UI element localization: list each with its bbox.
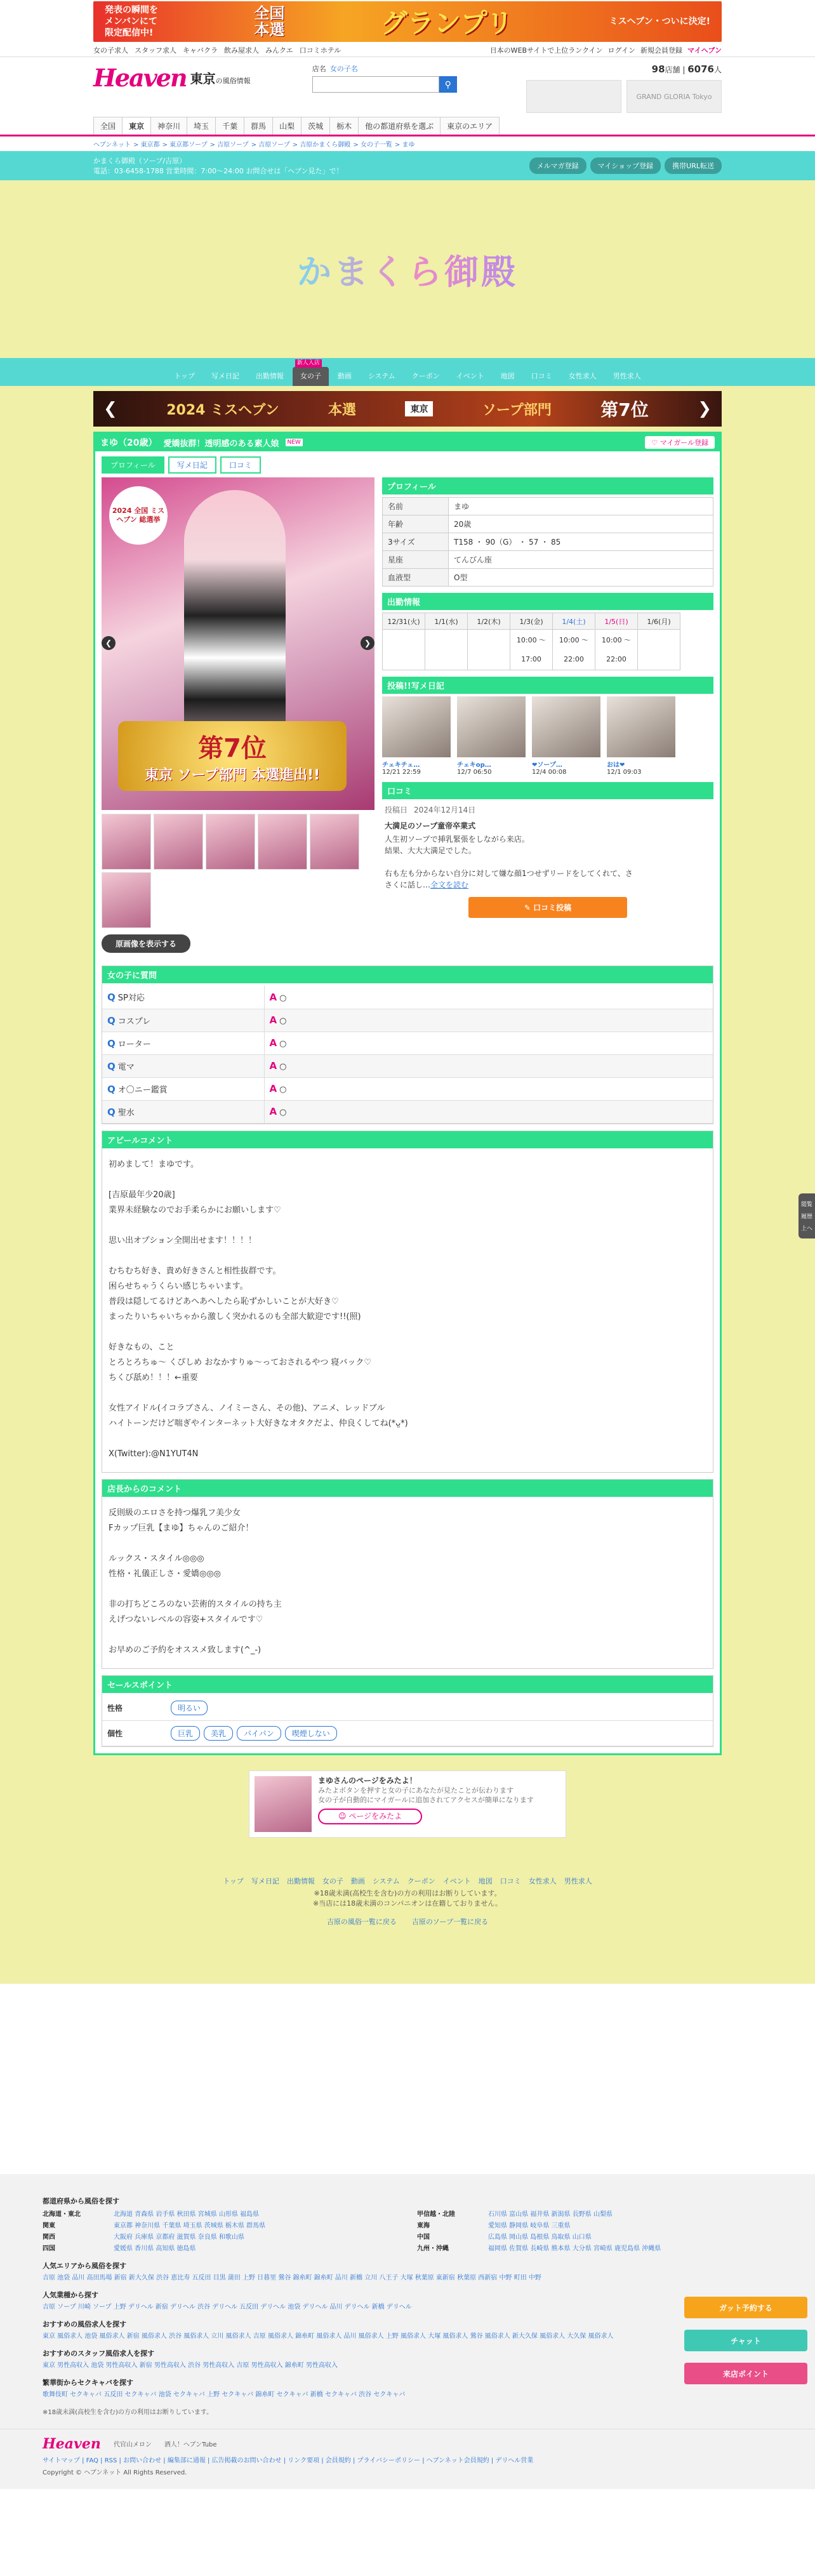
crumb[interactable]: ヘブンネット — [93, 142, 131, 149]
banner-line1: 発表の瞬間を — [105, 5, 158, 15]
footer-shop-menu — [93, 1876, 722, 1886]
crumb[interactable]: 東京都ソープ — [169, 142, 208, 149]
sales-tag[interactable]: 喫煙しない — [285, 1726, 337, 1741]
side-tool[interactable]: 閲覧 — [800, 1202, 812, 1208]
area-tab[interactable]: 他の都道府県を選ぶ — [358, 117, 441, 135]
schedule-time — [425, 630, 468, 670]
review-line: 右も左も分からない自分に対して嫌な顔1つせずリードをしてくれて、さ — [385, 869, 633, 878]
topnav-rank[interactable]: 日本のWEBサイトで上位ランクイン — [489, 46, 603, 55]
profile-value: 20歳 — [449, 515, 713, 533]
girl-count: 6076 — [687, 63, 714, 75]
rank-banner-left: 2024 ミスヘブン — [166, 402, 279, 418]
shop-count: 98 — [651, 63, 665, 75]
foot-menu-link[interactable]: 男性求人 — [564, 1876, 592, 1885]
mitayo-button-label: ページをみたよ — [348, 1811, 402, 1821]
diary-title: おは❤︎ — [607, 762, 625, 769]
diary-heading: 投稿!!写メ日記 — [382, 677, 713, 694]
area-tab[interactable]: 茨城 — [301, 117, 330, 135]
breadcrumb: ヘブンネット > 東京都 > 東京都ソープ > 吉原ソープ > 吉原ソープ > 吉原かまくら御殿 > 女の子一覧 > まゆ — [93, 142, 415, 149]
diary-title: チェキop… — [457, 762, 491, 769]
region-links[interactable]: 愛媛県 香川県 高知県 徳島県 — [114, 2245, 196, 2252]
profile-key: 年齢 — [383, 515, 449, 533]
tab-diary[interactable]: 写メ日記 — [168, 456, 216, 474]
profile-key: 星座 — [383, 551, 449, 569]
sales-block — [102, 1675, 713, 1747]
mitayo-text: みたよボタンを押すと女の子にあなたが見たことが伝わります — [318, 1786, 514, 1795]
float-reserve-button[interactable]: ガット予約する — [684, 2297, 807, 2318]
schedule-day: 12/31(火) — [383, 613, 425, 630]
appeal-text: 初めまして！まゆです。 [吉原最年少20歳] 業界未経験なのでお手柔らかにお願いします♡ 思い出オプション全開出せます！！！！ むちむち好き、貴め好きさんと相性抜群です。 困らせちゃうくらい感じちゃいます。 普段は隠してるけどあへあへしたら恥ずかしいことが大好き♡ まったりいちゃいちゃから激しく突かれるのも全部大歓迎です!!(照) 好きなもの、こと とろとろちゅ〜 くぴしめ おなかすりゅ〜っておされるやつ 寝バック♡ ちくび舐め！！！←重要 女性アイドル(イコラブさん、ノイミーさん、その他)、アニメ、レッドブル ハイトーンだけど喘ぎやインターネット大好きなオタクだよ、仲良くしてね(*ᴗ̤*) X(Twitter):@N1YUT4N — [109, 1159, 408, 1459]
sitemap-heading: 人気業種から探す — [43, 2290, 98, 2299]
rank-banner-area: 東京 — [405, 401, 433, 416]
mitayo-button[interactable] — [318, 1809, 422, 1824]
profile-key: 血液型 — [383, 569, 449, 587]
topnav-link[interactable]: 口コミホテル — [299, 46, 341, 55]
age-notice: ※18歳未満(高校生を含む)の方の利用はお断りしています。 — [314, 1889, 501, 1897]
diary-title: ❤︎ソープ… — [532, 762, 562, 769]
thumbnail[interactable] — [102, 872, 151, 928]
post-review-label: 口コミ投稿 — [533, 903, 572, 912]
menu-top[interactable]: トップ — [174, 372, 195, 380]
qa-block — [102, 966, 713, 1124]
menu-coupon[interactable]: クーポン — [411, 372, 440, 380]
photo-next-icon[interactable]: ❯ — [361, 636, 374, 650]
region-name: 東海 — [417, 2222, 430, 2229]
q-icon: Q — [107, 1083, 116, 1095]
qa-question: 電マ — [117, 1062, 135, 1072]
back-link[interactable]: 吉原の風俗一覧に戻る — [326, 1917, 397, 1926]
region-name: 関東 — [43, 2222, 55, 2229]
menu-review[interactable]: 口コミ — [531, 372, 552, 380]
foot-menu-link[interactable]: 動画 — [350, 1876, 365, 1885]
qa-answer: ○ — [279, 1039, 287, 1049]
a-icon: A — [269, 1060, 277, 1072]
appeal-heading: アピールコメント — [102, 1131, 713, 1148]
qa-answer: ○ — [279, 1062, 287, 1072]
crumb[interactable]: 吉原ソープ — [258, 142, 290, 149]
review-title: 大満足のソープ童帝卒業式 — [385, 821, 476, 830]
region-links[interactable]: 北海道 青森県 岩手県 秋田県 宮城県 山形県 福島県 — [114, 2210, 260, 2218]
photo-prev-icon[interactable]: ❮ — [102, 636, 116, 650]
diary-thumb — [532, 696, 600, 757]
region-name: 甲信越・北陸 — [417, 2210, 455, 2218]
menu-system[interactable]: システム — [368, 372, 395, 380]
show-original-button[interactable]: 原画像を表示する — [102, 934, 190, 953]
region-name: 九州・沖縄 — [417, 2245, 449, 2252]
newsletter-button[interactable]: メルマガ登録 — [529, 157, 586, 174]
foot-menu-link[interactable]: トップ — [223, 1876, 244, 1885]
foot-menu-link[interactable]: クーポン — [407, 1876, 435, 1885]
float-point-button[interactable]: 来店ポイント — [684, 2363, 807, 2384]
diary-title: チェキチェ… — [382, 762, 420, 769]
a-icon: A — [269, 1083, 277, 1094]
diary-item[interactable] — [607, 696, 675, 776]
award-seal: 2024 全国 ミスヘブン 総選挙 — [109, 486, 168, 545]
job-links[interactable]: 東京 風俗求人 池袋 風俗求人 新宿 風俗求人 渋谷 風俗求人 立川 風俗求人 吉原 風俗求人 錦糸町 風俗求人 品川 風俗求人 上野 風俗求人 大塚 風俗求人 鶯谷 風俗求人 新大久保 風俗求人 大久保 風俗求人 — [43, 2332, 614, 2340]
search-label-girl[interactable]: 女の子名 — [329, 65, 358, 73]
menu-schedule[interactable]: 出勤情報 — [255, 372, 284, 380]
a-icon: A — [269, 991, 277, 1003]
foot-menu-link[interactable]: イベント — [442, 1876, 471, 1885]
q-icon: Q — [107, 1037, 116, 1049]
login-link[interactable]: ログイン — [607, 46, 635, 55]
smile-icon: ☺ — [338, 1811, 347, 1821]
qa-answer: ○ — [279, 993, 287, 1003]
menu-girls-label: 女の子 — [300, 372, 321, 380]
new-girl-badge: 新人入店 — [295, 359, 322, 368]
thumbnail[interactable] — [258, 814, 307, 870]
profile-key: 3サイズ — [383, 533, 449, 551]
region-links[interactable]: 福岡県 佐賀県 長崎県 熊本県 大分県 宮崎県 鹿児島県 沖縄県 — [488, 2245, 661, 2252]
rank-banner-mid: 本選 — [328, 402, 357, 418]
sales-key: 個性 — [102, 1720, 166, 1746]
qa-question: ローター — [117, 1039, 151, 1049]
staff-job-links[interactable]: 東京 男性高収入 池袋 男性高収入 新宿 男性高収入 渋谷 男性高収入 吉原 男性高収入 錦糸町 男性高収入 — [43, 2361, 338, 2369]
girl-name: まゆ（20歳） — [100, 438, 157, 448]
mygirl-label: マイガール登録 — [659, 439, 708, 447]
shop-hero — [0, 180, 815, 358]
menu-video[interactable]: 動画 — [337, 372, 352, 380]
diary-date: 12/1 09:03 — [607, 769, 642, 776]
a-icon: A — [269, 1106, 277, 1117]
area-tab[interactable]: 千葉 — [215, 117, 244, 135]
popular-area-links[interactable]: 吉原 池袋 品川 高田馬場 新宿 新大久保 渋谷 恵比寿 五反田 目黒 蒲田 上野 日暮里 鶯谷 錦糸町 錦糸町 品川 新橋 立川 八王子 大塚 秋葉原 東新宿 秋葉原 西新宿 中野 町田 中野 — [43, 2274, 541, 2281]
schedule-table — [382, 613, 680, 670]
foot-menu-link[interactable]: 口コミ — [500, 1876, 521, 1885]
foot-menu-link[interactable]: システム — [372, 1876, 400, 1885]
shop-bar — [0, 151, 815, 180]
banner-zenkoku: 全国 — [254, 4, 285, 22]
area-tabs — [0, 117, 815, 136]
rank-banner-rank: 第7位 — [600, 399, 649, 420]
footer-logo[interactable]: Heaven — [43, 2435, 101, 2452]
register-link[interactable]: 新規会員登録 — [640, 46, 682, 55]
top-banner[interactable] — [0, 0, 815, 43]
side-tool[interactable]: 履歴 — [800, 1214, 812, 1220]
menu-male-jobs[interactable]: 男性求人 — [613, 372, 641, 380]
header-ad-shop[interactable]: GRAND GLORIA Tokyo — [626, 80, 722, 113]
area-tab[interactable]: 神奈川 — [150, 117, 187, 135]
banner-honsen: 本選 — [254, 21, 285, 39]
mitayo-title: まゆさんのページをみたよ！ — [318, 1776, 417, 1785]
foot-menu-link[interactable]: 地図 — [478, 1876, 493, 1885]
logo-text: Heaven — [93, 63, 187, 92]
diary-thumb — [607, 696, 675, 757]
diary-item[interactable] — [532, 696, 600, 776]
photo-thumbnails — [102, 814, 374, 928]
thumbnail[interactable] — [102, 814, 151, 870]
banner-line3: 限定配信中! — [105, 28, 154, 38]
award-rank: 第7位 — [198, 734, 267, 763]
q-icon: Q — [107, 1060, 116, 1072]
sales-tag[interactable]: 巨乳 — [171, 1726, 200, 1741]
shop-title: かまくら御殿 — [297, 245, 518, 294]
a-icon: A — [269, 1014, 277, 1026]
profile-value: O型 — [449, 569, 713, 587]
region-links[interactable]: 東京都 神奈川県 千葉県 埼玉県 茨城県 栃木県 群馬県 — [114, 2222, 266, 2229]
profile-table — [382, 497, 713, 587]
profile-value: まゆ — [449, 498, 713, 515]
qa-answer: ○ — [279, 1085, 287, 1094]
mygirl-button[interactable] — [645, 436, 715, 449]
region-links[interactable]: 愛知県 静岡県 岐阜県 三重県 — [488, 2222, 571, 2229]
shop-tel: 電話：03-6458-1788 営業時間：7:00〜24:00 お問合せは「ヘブン見た」で！ — [93, 167, 343, 175]
qa-answer: ○ — [279, 1016, 287, 1026]
schedule-time — [638, 630, 680, 670]
shop-menu — [0, 358, 815, 386]
top-nav — [0, 43, 815, 57]
menu-diary[interactable]: 写メ日記 — [211, 372, 239, 380]
sitemap-heading: おすすめのスタッフ風俗求人を探す — [43, 2349, 155, 2358]
diary-item[interactable] — [382, 696, 451, 776]
schedule-day: 1/4(土) — [553, 613, 595, 630]
footer-partner[interactable]: 代官山メロン — [113, 2441, 152, 2448]
chevron-left-icon[interactable]: ❮ — [103, 399, 117, 418]
banner-title: グランプリ — [380, 8, 514, 39]
diary-date: 12/7 06:50 — [457, 769, 492, 776]
topnav-link[interactable]: みんクエ — [265, 46, 293, 55]
search-label-shop[interactable]: 店名 — [312, 65, 326, 73]
area-tab[interactable]: 全国 — [93, 117, 123, 135]
qa-question: 聖水 — [117, 1108, 135, 1118]
schedule-time: 10:00 〜 22:00 — [553, 630, 595, 670]
region-name: 北海道・東北 — [43, 2210, 81, 2218]
post-review-button[interactable] — [468, 897, 627, 918]
menu-map[interactable]: 地図 — [500, 372, 515, 380]
myshop-button[interactable]: マイショップ登録 — [590, 157, 661, 174]
shop-comment-block — [102, 1479, 713, 1669]
a-icon: A — [269, 1037, 277, 1049]
crumb: まゆ — [402, 142, 415, 149]
side-toolbar — [798, 1193, 815, 1238]
sales-tag[interactable]: パイパン — [237, 1726, 281, 1741]
search-button[interactable] — [439, 76, 457, 93]
sitemap-heading: 人気エリアから風俗を探す — [43, 2261, 126, 2270]
topnav-link[interactable]: キャバクラ — [183, 46, 218, 55]
area-tab[interactable]: 群馬 — [244, 117, 273, 135]
award-badge — [118, 721, 347, 791]
footer-partner[interactable]: 酒人！ヘブンTube — [164, 2441, 217, 2448]
banner-tail: ミスヘブン・ついに決定! — [609, 17, 710, 27]
region-links[interactable]: 大阪府 兵庫県 京都府 滋賀県 奈良県 和歌山県 — [114, 2233, 244, 2241]
girl-photo[interactable] — [102, 477, 374, 810]
crumb[interactable]: 吉原かまくら御殿 — [300, 142, 351, 149]
review-date: 2024年12月14日 — [414, 806, 476, 814]
girl-catch: 愛嬌抜群！透明感のある素人娘 — [163, 439, 279, 449]
rank-banner-cat: ソープ部門 — [482, 402, 552, 418]
region-name: 四国 — [43, 2245, 55, 2252]
qa-answer: ○ — [279, 1108, 287, 1117]
shop-comment-text: 反則級のエロさを持つ爆乳フ美少女 Fカップ巨乳【まゆ】ちゃんのご紹介！ ルックス・スタイル◎◎◎ 性格・礼儀正しさ・愛嬌◎◎◎ 非の打ちどころのない芸術的スタイルの持ち主 えげつないレベルの容姿+スタイルです♡ お早めのご予約をオススメ致します(^_-) — [109, 1508, 282, 1655]
region-name: 中国 — [417, 2233, 430, 2241]
shop-comment-heading: 店長からのコメント — [102, 1480, 713, 1497]
shop-name: かまくら御殿（ソープ/吉原） — [93, 157, 187, 165]
review-heading: 口コミ — [382, 782, 713, 799]
review-box — [382, 802, 713, 927]
diary-thumb — [382, 696, 451, 757]
crumb[interactable]: 女の子一覧 — [360, 142, 392, 149]
schedule-day: 1/5(日) — [595, 613, 638, 630]
region-links[interactable]: 石川県 富山県 福井県 新潟県 長野県 山梨県 — [488, 2210, 613, 2218]
spacer — [0, 1984, 815, 2174]
girl-card — [93, 432, 722, 1755]
tab-profile[interactable]: プロフィール — [102, 456, 164, 474]
back-link[interactable]: 吉原のソープ一覧に戻る — [411, 1917, 489, 1926]
logo-sub: の風俗情報 — [215, 77, 251, 85]
schedule-day: 1/6(月) — [638, 613, 680, 630]
schedule-time: 10:00 〜 17:00 — [510, 630, 553, 670]
review-line: 人生初ソープで挿乳緊張をしながら来店。 — [385, 835, 529, 844]
site-logo[interactable] — [93, 63, 251, 92]
qa-heading: 女の子に質問 — [102, 966, 713, 983]
menu-girls[interactable] — [293, 360, 329, 386]
foot-menu-link[interactable]: 出勤情報 — [286, 1876, 315, 1885]
pencil-icon: ✎ — [524, 903, 531, 912]
mitayo-thumb — [255, 1776, 312, 1832]
new-badge: NEW — [286, 439, 303, 446]
header — [0, 57, 815, 113]
crumb[interactable]: 東京都 — [140, 142, 160, 149]
float-chat-button[interactable]: チャット — [684, 2330, 807, 2351]
thumbnail[interactable] — [310, 814, 359, 870]
schedule-day: 1/2(木) — [468, 613, 510, 630]
sales-heading: セールスポイント — [102, 1676, 713, 1693]
area-tab-active[interactable]: 東京 — [122, 117, 151, 135]
appeal-block — [102, 1131, 713, 1473]
profile-value: T158 ・ 90（G） ・ 57 ・ 85 — [449, 533, 713, 551]
area-tab[interactable]: 栃木 — [329, 117, 359, 135]
footer — [0, 2429, 815, 2489]
foot-menu-link[interactable]: 女の子 — [322, 1876, 343, 1885]
logo-area: 東京 — [190, 71, 216, 86]
topnav-link[interactable]: 女の子求人 — [93, 46, 128, 55]
type-links[interactable]: 吉原 ソープ 川崎 ソープ 上野 デリヘル 新宿 デリヘル 渋谷 デリヘル 五反田 デリヘル 池袋 デリヘル 品川 デリヘル 新橋 デリヘル — [43, 2303, 412, 2311]
diary-list — [382, 696, 713, 776]
review-date-label: 投稿日 — [385, 806, 408, 814]
sitemap-heading: 繁華街からセクキャバを探す — [43, 2378, 133, 2387]
area-tab[interactable]: 東京のエリア — [440, 117, 500, 135]
sales-tag[interactable]: 美乳 — [204, 1726, 233, 1741]
menu-event[interactable]: イベント — [456, 372, 484, 380]
profile-value: てんびん座 — [449, 551, 713, 569]
region-name: 関西 — [43, 2233, 55, 2241]
schedule-time — [468, 630, 510, 670]
profile-key: 名前 — [383, 498, 449, 515]
heart-icon: ♡ — [651, 439, 658, 447]
tab-review[interactable]: 口コミ — [220, 456, 261, 474]
region-links[interactable]: 広島県 岡山県 島根県 鳥取県 山口県 — [488, 2233, 592, 2241]
side-tool[interactable]: 上へ — [800, 1226, 812, 1232]
schedule-heading: 出勤情報 — [382, 593, 713, 610]
foot-menu-link[interactable]: 写メ日記 — [251, 1876, 279, 1885]
schedule-time: 10:00 〜 22:00 — [595, 630, 638, 670]
copyright: Copyright © ヘブンネット All Rights Reserved. — [43, 2469, 187, 2476]
award-text: 東京 ソープ部門 本選進出!! — [144, 767, 321, 783]
search-form — [312, 63, 465, 93]
menu-female-jobs[interactable]: 女性求人 — [568, 372, 597, 380]
shop-unit: 店舗 — [665, 65, 680, 74]
kyaba-links[interactable]: 歌舞伎町 セクキャバ 五反田 セクキャバ 池袋 セクキャバ 上野 セクキャバ 錦糸町 セクキャバ 新橋 セクキャバ 渋谷 セクキャバ — [43, 2391, 406, 2398]
mitayo-box — [249, 1770, 566, 1838]
schedule-day: 1/1(水) — [425, 613, 468, 630]
thumbnail[interactable] — [206, 814, 255, 870]
header-counts: 98店舗 | 6076人 — [651, 63, 722, 75]
mitayo-text: 女の子が自動的にマイガールに追加されてアクセスが簡単になります — [318, 1795, 534, 1804]
review-line: さくに話し… — [385, 880, 431, 889]
schedule-day: 1/3(金) — [510, 613, 553, 630]
mobile-url-button[interactable]: 携帯URL転送 — [665, 157, 722, 174]
q-icon: Q — [107, 992, 116, 1004]
rank-banner[interactable] — [93, 391, 722, 427]
sitemap-note: ※18歳未満(高校生を含む)の方の利用はお断りしています。 — [43, 2408, 213, 2416]
girl-unit: 人 — [713, 65, 722, 74]
schedule-time — [383, 630, 425, 670]
myheaven-link[interactable]: マイヘブン — [687, 46, 722, 55]
qa-question: オ〇ニー鑑賞 — [117, 1085, 168, 1095]
search-input[interactable] — [312, 76, 439, 93]
q-icon: Q — [107, 1106, 116, 1118]
chevron-right-icon[interactable]: ❯ — [698, 399, 712, 418]
sitemap-heading: おすすめの風俗求人を探す — [43, 2320, 127, 2328]
diary-item[interactable] — [457, 696, 526, 776]
age-notice: ※当店には18歳未満のコンパニオンは在籍しておりません。 — [312, 1899, 503, 1908]
area-tab[interactable]: 山梨 — [272, 117, 301, 135]
read-more-link[interactable]: 全文を読む — [430, 880, 469, 889]
foot-menu-link[interactable]: 女性求人 — [528, 1876, 557, 1885]
banner-line2: メンバンにて — [105, 17, 158, 27]
topnav-link[interactable]: 飲み屋求人 — [224, 46, 259, 55]
qa-question: SP対応 — [117, 993, 145, 1004]
area-tab[interactable]: 埼玉 — [187, 117, 216, 135]
crumb[interactable]: 吉原ソープ — [217, 142, 249, 149]
sitemap-heading: 都道府県から風俗を探す — [43, 2196, 119, 2205]
q-icon: Q — [107, 1014, 116, 1026]
diary-date: 12/4 00:08 — [532, 769, 567, 776]
search-icon: ⚲ — [444, 79, 451, 90]
thumbnail[interactable] — [154, 814, 203, 870]
diary-date: 12/21 22:59 — [382, 769, 421, 776]
sales-tag[interactable]: 明るい — [171, 1701, 208, 1715]
sales-key: 性格 — [102, 1696, 166, 1721]
review-line: 結果、大大大満足でした。 — [385, 846, 477, 855]
profile-heading: プロフィール — [382, 477, 713, 495]
qa-question: コスプレ — [117, 1016, 151, 1026]
footer-links[interactable]: サイトマップ | FAQ | RSS | お問い合わせ | 編集部に通報 | 広告掲載のお問い合わせ | リンク要項 | 会員規約 | プライバシーポリシー | ヘブンネット会員規約 | デリヘル営業 — [43, 2457, 534, 2464]
header-ad-girl[interactable] — [526, 80, 621, 113]
diary-thumb — [457, 696, 526, 757]
topnav-link[interactable]: スタッフ求人 — [135, 46, 176, 55]
